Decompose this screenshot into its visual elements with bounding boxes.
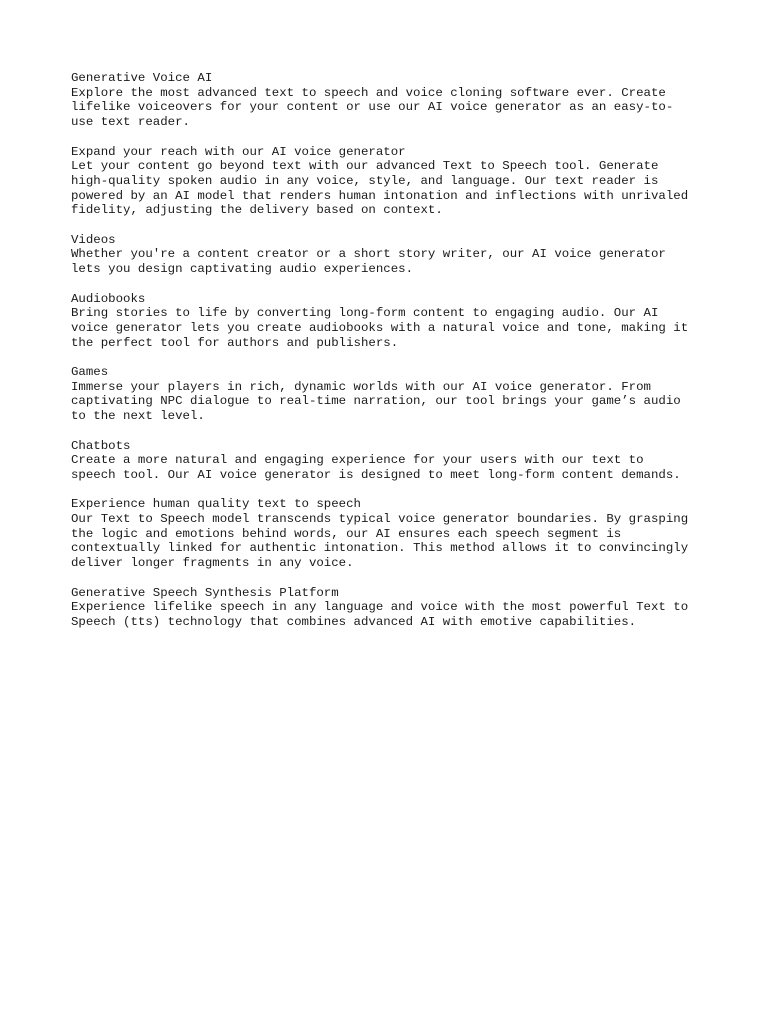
- section-games: [71, 365, 711, 424]
- section-title: Generative Speech Synthesis Platform: [71, 585, 339, 600]
- section-body: Whether you're a content creator or a short story writer, our AI voice generator lets you design captivating audio experiences.: [71, 247, 666, 277]
- section-title: Videos: [71, 232, 116, 247]
- section-expand-reach: [71, 145, 711, 219]
- section-audiobooks: [71, 292, 711, 351]
- section-title: Chatbots: [71, 438, 131, 453]
- section-body: Bring stories to life by converting long-form content to engaging audio. Our AI voice generator lets you create audiobooks with a natural voice and tone, making it the perfect tool for authors and publishers.: [71, 306, 689, 350]
- section-videos: [71, 233, 711, 277]
- section-title: Games: [71, 365, 109, 379]
- section-body: Let your content go beyond text with our advanced Text to Speech tool. Generate high-quality spoken audio in any voice, style, and language. Our text reader is powered by an AI model that renders human intonation and inflections with unrivaled fidelity, adjusting the delivery based on context.: [71, 159, 689, 218]
- section-title: Generative Voice AI: [71, 71, 213, 85]
- section-title: Expand your reach with our AI voice generator: [71, 144, 406, 159]
- section-chatbots: [71, 439, 711, 483]
- section-body: Our Text to Speech model transcends typical voice generator boundaries. By grasping the logic and emotions behind words, our AI ensures each speech segment is contextually linked for authentic intonation. This method allows it to convincingly deliver longer fragments in any voice.: [71, 512, 689, 571]
- section-human-quality-tts: [71, 497, 711, 571]
- section-body: Experience lifelike speech in any language and voice with the most powerful Text to Speech (tts) technology that combines advanced AI with emotive capabilities.: [71, 600, 689, 629]
- document-page: [71, 71, 711, 644]
- section-speech-synthesis-platform: [71, 586, 711, 630]
- section-generative-voice-ai: [71, 71, 711, 130]
- section-title: Audiobooks: [71, 291, 146, 306]
- section-body: Immerse your players in rich, dynamic worlds with our AI voice generator. From captivating NPC dialogue to real-time narration, our tool brings your game’s audio to the next level.: [71, 379, 681, 424]
- section-body: Create a more natural and engaging experience for your users with our text to speech tool. Our AI voice generator is designed to meet long-form content demands.: [71, 453, 681, 482]
- section-body: Explore the most advanced text to speech and voice cloning software ever. Create lifelike voiceovers for your content or use our AI voice generator as an easy-to- use text reader.: [71, 85, 674, 130]
- section-title: Experience human quality text to speech: [71, 497, 361, 512]
